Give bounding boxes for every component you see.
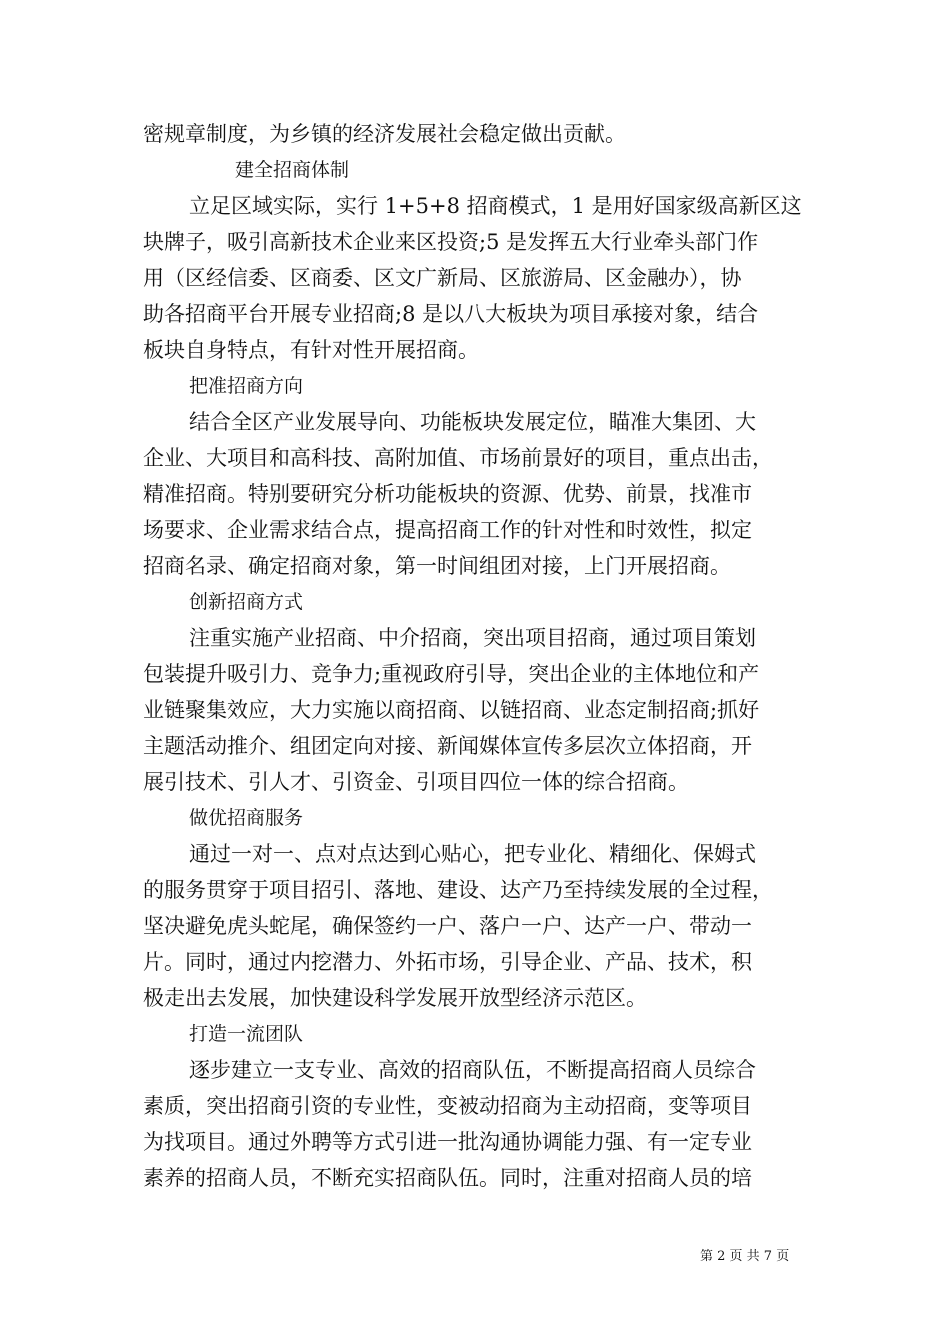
paragraph-line: 包装提升吸引力、竞争力;重视政府引导，突出企业的主体地位和产: [143, 662, 760, 686]
section-heading: 打造一流团队: [189, 1023, 304, 1045]
paragraph-line: 素质，突出招商引资的专业性，变被动招商为主动招商，变等项目: [143, 1094, 752, 1118]
paragraph: [143, 836, 811, 1016]
paragraph-line: 用（区经信委、区商委、区文广新局、区旅游局、区金融办），协: [143, 266, 742, 290]
paragraph-line: 场要求、企业需求结合点，提高招商工作的针对性和时效性，拟定: [143, 518, 752, 542]
paragraph-line: 精准招商。特别要研究分析功能板块的资源、优势、前景，找准市: [143, 482, 752, 506]
paragraph: [143, 116, 811, 152]
document-body: [143, 116, 811, 1196]
paragraph: [143, 188, 811, 368]
section-heading: 建全招商体制: [235, 159, 350, 181]
paragraph-line: 素养的招商人员，不断充实招商队伍。同时，注重对招商人员的培: [143, 1166, 752, 1190]
paragraph-line: 立足区域实际，实行 1+5+8 招商模式，1 是用好国家级高新区这: [189, 194, 802, 218]
paragraph-line: 展引技术、引人才、引资金、引项目四位一体的综合招商。: [143, 770, 689, 794]
paragraph-line: 片。同时，通过内挖潜力、外拓市场，引导企业、产品、技术，积: [143, 950, 752, 974]
paragraph: [143, 404, 811, 584]
paragraph-line: 块牌子，吸引高新技术企业来区投资;5 是发挥五大行业牵头部门作: [143, 230, 759, 254]
paragraph: [143, 1052, 811, 1196]
paragraph-line: 结合全区产业发展导向、功能板块发展定位，瞄准大集团、大: [189, 410, 756, 434]
paragraph-line: 助各招商平台开展专业招商;8 是以八大板块为项目承接对象，结合: [143, 302, 759, 326]
section-heading: 创新招商方式: [189, 591, 304, 613]
paragraph-line: 企业、大项目和高科技、高附加值、市场前景好的项目，重点出击，: [143, 446, 773, 470]
paragraph-line: 主题活动推介、组团定向对接、新闻媒体宣传多层次立体招商，开: [143, 734, 752, 758]
paragraph-line: 业链聚集效应，大力实施以商招商、以链招商、业态定制招商;抓好: [143, 698, 760, 722]
section-heading: 做优招商服务: [189, 807, 304, 829]
paragraph-line: 通过一对一、点对点达到心贴心，把专业化、精细化、保姆式: [189, 842, 756, 866]
paragraph-line: 招商名录、确定招商对象，第一时间组团对接，上门开展招商。: [143, 554, 731, 578]
page-number: 第 2 页 共 7 页: [700, 1249, 790, 1264]
paragraph: [143, 620, 811, 800]
paragraph-line: 密规章制度，为乡镇的经济发展社会稳定做出贡献。: [143, 122, 626, 146]
section-heading: 把准招商方向: [189, 375, 304, 397]
paragraph-line: 坚决避免虎头蛇尾，确保签约一户、落户一户、达产一户、带动一: [143, 914, 752, 938]
paragraph-line: 极走出去发展，加快建设科学发展开放型经济示范区。: [143, 986, 647, 1010]
paragraph-line: 为找项目。通过外聘等方式引进一批沟通协调能力强、有一定专业: [143, 1130, 752, 1154]
paragraph-line: 注重实施产业招商、中介招商，突出项目招商，通过项目策划: [189, 626, 756, 650]
paragraph-line: 逐步建立一支专业、高效的招商队伍，不断提高招商人员综合: [189, 1058, 756, 1082]
paragraph-line: 的服务贯穿于项目招引、落地、建设、达产乃至持续发展的全过程，: [143, 878, 773, 902]
paragraph-line: 板块自身特点，有针对性开展招商。: [143, 338, 479, 362]
